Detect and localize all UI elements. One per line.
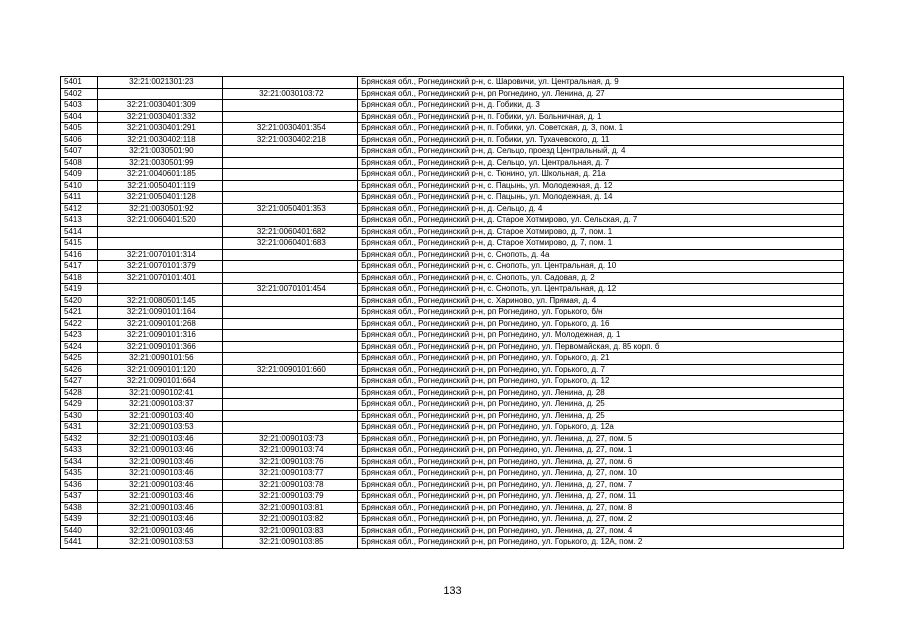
- address-cell: Брянская обл., Рогнединский р-н, с. Снопоть, ул. Центральная, д. 12: [358, 284, 844, 296]
- cadastral-number-cell-text: 32:21:0090103:40: [129, 410, 194, 420]
- table-row: [61, 111, 844, 123]
- cadastral-number-cell: [98, 77, 222, 89]
- table-row: [61, 387, 844, 399]
- premises-cadastral-number-cell: [222, 215, 358, 227]
- premises-cadastral-number-cell: [222, 525, 358, 537]
- premises-cadastral-number-cell-text: 32:21:0090103:79: [259, 491, 324, 501]
- table-row: [61, 134, 844, 146]
- address-cell: Брянская обл., Рогнединский р-н, рп Рогнедино, ул. Горького, д. 12а: [358, 422, 844, 434]
- row-number-cell: 5424: [61, 341, 98, 353]
- row-number-cell: 5423: [61, 330, 98, 342]
- table-row: [61, 238, 844, 250]
- table-row: [61, 353, 844, 365]
- premises-cadastral-number-cell: [222, 157, 358, 169]
- premises-cadastral-number-cell: [222, 468, 358, 480]
- address-cell: Брянская обл., Рогнединский р-н, рп Рогнедино, ул. Ленина, д. 25: [358, 410, 844, 422]
- table-row: [61, 272, 844, 284]
- table-row: [61, 502, 844, 514]
- address-cell: Брянская обл., Рогнединский р-н, п. Гобики, ул. Советская, д. 3, пом. 1: [358, 123, 844, 135]
- row-number-cell: 5438: [61, 502, 98, 514]
- row-number-cell: 5422: [61, 318, 98, 330]
- row-number-cell: 5409: [61, 169, 98, 181]
- cadastral-number-cell-text: 32:21:0030501:92: [129, 203, 194, 213]
- cadastral-number-cell: [98, 318, 222, 330]
- address-cell: Брянская обл., Рогнединский р-н, рп Рогнедино, ул. Ленина, д. 27, пом. 8: [358, 502, 844, 514]
- premises-cadastral-number-cell: [222, 169, 358, 181]
- cadastral-number-cell: [98, 422, 222, 434]
- table-row: [61, 180, 844, 192]
- premises-cadastral-number-cell: [222, 514, 358, 526]
- cadastral-number-cell-text: 32:21:0090103:46: [129, 433, 194, 443]
- table-row: [61, 456, 844, 468]
- table-row: [61, 376, 844, 388]
- row-number-cell: 5435: [61, 468, 98, 480]
- cadastral-number-cell-text: 32:21:0090101:120: [126, 364, 196, 374]
- premises-cadastral-number-cell: [222, 146, 358, 158]
- row-number-cell: 5429: [61, 399, 98, 411]
- cadastral-number-cell-text: 32:21:0070101:379: [126, 261, 196, 271]
- address-cell: Брянская обл., Рогнединский р-н, рп Рогнедино, ул. Ленина, д. 27, пом. 5: [358, 433, 844, 445]
- cadastral-number-cell-text: 32:21:0090103:46: [129, 456, 194, 466]
- cadastral-number-cell: [98, 353, 222, 365]
- table-row: [61, 77, 844, 89]
- cadastral-number-cell: [98, 272, 222, 284]
- cadastral-number-cell-text: 32:21:0090103:46: [129, 468, 194, 478]
- cadastral-number-cell: [98, 537, 222, 549]
- premises-cadastral-number-cell-text: 32:21:0090103:76: [259, 456, 324, 466]
- premises-cadastral-number-cell: [222, 353, 358, 365]
- cadastral-number-cell: [98, 502, 222, 514]
- premises-cadastral-number-cell: [222, 445, 358, 457]
- address-cell: Брянская обл., Рогнединский р-н, д. Старое Хотмирово, д. 7, пом. 1: [358, 226, 844, 238]
- row-number-cell: 5406: [61, 134, 98, 146]
- premises-cadastral-number-cell-text: 32:21:0060401:682: [256, 226, 326, 236]
- cadastral-number-cell: [98, 468, 222, 480]
- cadastral-number-cell-text: 32:21:0070101:401: [126, 272, 196, 282]
- address-cell: Брянская обл., Рогнединский р-н, рп Рогнедино, ул. Ленина, д. 27: [358, 88, 844, 100]
- table-row: [61, 364, 844, 376]
- cadastral-number-cell-text: 32:21:0030501:90: [129, 146, 194, 156]
- table-row: [61, 318, 844, 330]
- premises-cadastral-number-cell-text: 32:21:0090103:78: [259, 479, 324, 489]
- row-number-cell: 5414: [61, 226, 98, 238]
- premises-cadastral-number-cell-text: 32:21:0090103:74: [259, 445, 324, 455]
- cadastral-number-cell: [98, 180, 222, 192]
- premises-cadastral-number-cell: [222, 123, 358, 135]
- table-row: [61, 491, 844, 503]
- table-row: [61, 157, 844, 169]
- cadastral-number-cell: [98, 433, 222, 445]
- premises-cadastral-number-cell-text: 32:21:0030401:354: [256, 123, 326, 133]
- cadastral-number-cell: [98, 376, 222, 388]
- cadastral-number-cell-text: 32:21:0030401:309: [126, 100, 196, 110]
- premises-cadastral-number-cell-text: 32:21:0090103:81: [259, 502, 324, 512]
- cadastral-number-cell: [98, 491, 222, 503]
- table-row: [61, 192, 844, 204]
- cadastral-number-cell: [98, 295, 222, 307]
- row-number-cell: 5433: [61, 445, 98, 457]
- address-cell: Брянская обл., Рогнединский р-н, с. Снопоть, д. 4а: [358, 249, 844, 261]
- table-row: [61, 330, 844, 342]
- address-cell: Брянская обл., Рогнединский р-н, д. Сельцо, д. 4: [358, 203, 844, 215]
- table-row: [61, 422, 844, 434]
- cadastral-number-cell: [98, 410, 222, 422]
- premises-cadastral-number-cell-text: 32:21:0030402:218: [256, 134, 326, 144]
- table-row: [61, 284, 844, 296]
- cadastral-number-cell: [98, 100, 222, 112]
- address-cell: Брянская обл., Рогнединский р-н, рп Рогнедино, ул. Ленина, д. 27, пом. 1: [358, 445, 844, 457]
- premises-cadastral-number-cell-text: 32:21:0050401:353: [256, 203, 326, 213]
- premises-cadastral-number-cell-text: 32:21:0090103:85: [259, 537, 324, 547]
- row-number-cell: 5415: [61, 238, 98, 250]
- table-row: [61, 341, 844, 353]
- premises-cadastral-number-cell-text: 32:21:0090103:82: [259, 514, 324, 524]
- address-cell: Брянская обл., Рогнединский р-н, д. Старое Хотмирово, ул. Сельская, д. 7: [358, 215, 844, 227]
- premises-cadastral-number-cell: [222, 330, 358, 342]
- table-row: [61, 249, 844, 261]
- cadastral-number-cell: [98, 123, 222, 135]
- cadastral-number-cell: [98, 456, 222, 468]
- cadastral-number-cell: [98, 192, 222, 204]
- row-number-cell: 5428: [61, 387, 98, 399]
- address-cell: Брянская обл., Рогнединский р-н, д. Старое Хотмирово, д. 7, пом. 1: [358, 238, 844, 250]
- address-cell: Брянская обл., Рогнединский р-н, п. Гобики, ул. Больничная, д. 1: [358, 111, 844, 123]
- cadastral-number-cell-text: 32:21:0080501:145: [126, 295, 196, 305]
- address-cell: Брянская обл., Рогнединский р-н, рп Рогнедино, ул. Горького, д. 7: [358, 364, 844, 376]
- cadastral-number-cell-text: 32:21:0060401:520: [126, 215, 196, 225]
- cadastral-number-cell-text: 32:21:0090103:46: [129, 445, 194, 455]
- table-body: [61, 77, 844, 549]
- row-number-cell: 5419: [61, 284, 98, 296]
- premises-cadastral-number-cell: [222, 180, 358, 192]
- row-number-cell: 5421: [61, 307, 98, 319]
- address-cell: Брянская обл., Рогнединский р-н, рп Рогнедино, ул. Горького, д. 12А, пом. 2: [358, 537, 844, 549]
- row-number-cell: 5434: [61, 456, 98, 468]
- address-cell: Брянская обл., Рогнединский р-н, рп Рогнедино, ул. Первомайская, д. 85 корп. б: [358, 341, 844, 353]
- cadastral-number-cell: [98, 157, 222, 169]
- premises-cadastral-number-cell: [222, 307, 358, 319]
- property-registry-table: [60, 76, 844, 549]
- address-cell: Брянская обл., Рогнединский р-н, рп Рогнедино, ул. Горького, д. 16: [358, 318, 844, 330]
- table-row: [61, 468, 844, 480]
- cadastral-number-cell-text: 32:21:0070101:314: [126, 249, 196, 259]
- table-row: [61, 100, 844, 112]
- cadastral-number-cell-text: 32:21:0030401:332: [126, 111, 196, 121]
- cadastral-number-cell: [98, 169, 222, 181]
- cadastral-number-cell-text: 32:21:0090101:164: [126, 307, 196, 317]
- cadastral-number-cell-text: 32:21:0090103:46: [129, 479, 194, 489]
- address-cell: Брянская обл., Рогнединский р-н, с. Пацынь, ул. Молодежная, д. 12: [358, 180, 844, 192]
- row-number-cell: 5420: [61, 295, 98, 307]
- table-row: [61, 537, 844, 549]
- table-row: [61, 410, 844, 422]
- cadastral-number-cell-text: 32:21:0030402:118: [127, 134, 196, 144]
- address-cell: Брянская обл., Рогнединский р-н, рп Рогнедино, ул. Ленина, д. 27, пом. 4: [358, 525, 844, 537]
- premises-cadastral-number-cell: [222, 422, 358, 434]
- row-number-cell: 5407: [61, 146, 98, 158]
- cadastral-number-cell-text: 32:21:0021301:23: [129, 77, 194, 87]
- premises-cadastral-number-cell: [222, 100, 358, 112]
- page-number: 133: [443, 585, 462, 597]
- address-cell: Брянская обл., Рогнединский р-н, с. Шаровичи, ул. Центральная, д. 9: [358, 77, 844, 89]
- premises-cadastral-number-cell: [222, 249, 358, 261]
- premises-cadastral-number-cell-text: 32:21:0060401:683: [256, 238, 326, 248]
- cadastral-number-cell-text: 32:21:0090101:664: [126, 376, 196, 386]
- row-number-cell: 5412: [61, 203, 98, 215]
- cadastral-number-cell-text: 32:21:0090103:46: [129, 502, 194, 512]
- cadastral-number-cell: [98, 203, 222, 215]
- cadastral-number-cell: [98, 364, 222, 376]
- premises-cadastral-number-cell: [222, 192, 358, 204]
- address-cell: Брянская обл., Рогнединский р-н, д. Гобики, д. 3: [358, 100, 844, 112]
- cadastral-number-cell-text: 32:21:0030501:99: [129, 157, 194, 167]
- row-number-cell: 5436: [61, 479, 98, 491]
- table-row: [61, 261, 844, 273]
- premises-cadastral-number-cell: [222, 238, 358, 250]
- table-row: [61, 295, 844, 307]
- row-number-cell: 5416: [61, 249, 98, 261]
- row-number-cell: 5408: [61, 157, 98, 169]
- table-row: [61, 307, 844, 319]
- premises-cadastral-number-cell: [222, 88, 358, 100]
- premises-cadastral-number-cell: [222, 77, 358, 89]
- cadastral-number-cell-text: 32:21:0050401:119: [127, 180, 196, 190]
- premises-cadastral-number-cell: [222, 479, 358, 491]
- row-number-cell: 5432: [61, 433, 98, 445]
- address-cell: Брянская обл., Рогнединский р-н, рп Рогнедино, ул. Горького, б/н: [358, 307, 844, 319]
- cadastral-number-cell-text: 32:21:0090101:316: [126, 330, 196, 340]
- cadastral-number-cell: [98, 134, 222, 146]
- cadastral-number-cell-text: 32:21:0090103:53: [129, 537, 194, 547]
- premises-cadastral-number-cell: [222, 376, 358, 388]
- table-row: [61, 479, 844, 491]
- row-number-cell: 5401: [61, 77, 98, 89]
- cadastral-number-cell: [98, 284, 222, 296]
- cadastral-number-cell-text: 32:21:0090103:53: [129, 422, 194, 432]
- cadastral-number-cell: [98, 215, 222, 227]
- cadastral-number-cell: [98, 226, 222, 238]
- row-number-cell: 5402: [61, 88, 98, 100]
- address-cell: Брянская обл., Рогнединский р-н, рп Рогнедино, ул. Горького, д. 12: [358, 376, 844, 388]
- table-row: [61, 215, 844, 227]
- premises-cadastral-number-cell: [222, 456, 358, 468]
- row-number-cell: 5418: [61, 272, 98, 284]
- premises-cadastral-number-cell-text: 32:21:0030103:72: [259, 88, 324, 98]
- cadastral-number-cell-text: 32:21:0090103:46: [129, 525, 194, 535]
- cadastral-number-cell-text: 32:21:0050401:128: [126, 192, 196, 202]
- row-number-cell: 5431: [61, 422, 98, 434]
- premises-cadastral-number-cell-text: 32:21:0090103:77: [259, 468, 324, 478]
- premises-cadastral-number-cell: [222, 502, 358, 514]
- row-number-cell: 5404: [61, 111, 98, 123]
- row-number-cell: 5439: [61, 514, 98, 526]
- row-number-cell: 5426: [61, 364, 98, 376]
- table-row: [61, 146, 844, 158]
- row-number-cell: 5411: [61, 192, 98, 204]
- row-number-cell: 5413: [61, 215, 98, 227]
- cadastral-number-cell: [98, 238, 222, 250]
- cadastral-number-cell: [98, 111, 222, 123]
- premises-cadastral-number-cell: [222, 410, 358, 422]
- address-cell: Брянская обл., Рогнединский р-н, с. Пацынь, ул. Молодежная, д. 14: [358, 192, 844, 204]
- row-number-cell: 5403: [61, 100, 98, 112]
- table-row: [61, 433, 844, 445]
- row-number-cell: 5440: [61, 525, 98, 537]
- premises-cadastral-number-cell: [222, 364, 358, 376]
- premises-cadastral-number-cell: [222, 491, 358, 503]
- cadastral-number-cell-text: 32:21:0030401:291: [126, 123, 196, 133]
- premises-cadastral-number-cell: [222, 387, 358, 399]
- table-row: [61, 445, 844, 457]
- address-cell: Брянская обл., Рогнединский р-н, п. Гобики, ул. Тухачевского, д. 11: [358, 134, 844, 146]
- cadastral-number-cell: [98, 387, 222, 399]
- cadastral-number-cell: [98, 479, 222, 491]
- cadastral-number-cell: [98, 307, 222, 319]
- row-number-cell: 5410: [61, 180, 98, 192]
- address-cell: Брянская обл., Рогнединский р-н, с. Снопоть, ул. Садовая, д. 2: [358, 272, 844, 284]
- cadastral-number-cell-text: 32:21:0090101:56: [129, 353, 194, 363]
- premises-cadastral-number-cell: [222, 399, 358, 411]
- cadastral-number-cell: [98, 330, 222, 342]
- premises-cadastral-number-cell: [222, 272, 358, 284]
- cadastral-number-cell-text: 32:21:0090103:37: [129, 399, 194, 409]
- address-cell: Брянская обл., Рогнединский р-н, рп Рогнедино, ул. Ленина, д. 27, пом. 7: [358, 479, 844, 491]
- address-cell: Брянская обл., Рогнединский р-н, рп Рогнедино, ул. Ленина, д. 27, пом. 11: [358, 491, 844, 503]
- premises-cadastral-number-cell-text: 32:21:0090101:660: [256, 364, 326, 374]
- table-row: [61, 123, 844, 135]
- table-row: [61, 169, 844, 181]
- premises-cadastral-number-cell: [222, 226, 358, 238]
- cadastral-number-cell-text: 32:21:0090101:366: [126, 341, 196, 351]
- table-row: [61, 399, 844, 411]
- table-row: [61, 514, 844, 526]
- premises-cadastral-number-cell: [222, 295, 358, 307]
- premises-cadastral-number-cell: [222, 284, 358, 296]
- row-number-cell: 5425: [61, 353, 98, 365]
- premises-cadastral-number-cell-text: 32:21:0090103:73: [259, 433, 324, 443]
- address-cell: Брянская обл., Рогнединский р-н, рп Рогнедино, ул. Ленина, д. 27, пом. 6: [358, 456, 844, 468]
- table-row: [61, 226, 844, 238]
- address-cell: Брянская обл., Рогнединский р-н, д. Сельцо, проезд Центральный, д. 4: [358, 146, 844, 158]
- cadastral-number-cell-text: 32:21:0090102:41: [129, 387, 194, 397]
- cadastral-number-cell-text: 32:21:0040601:185: [126, 169, 196, 179]
- cadastral-number-cell: [98, 146, 222, 158]
- row-number-cell: 5405: [61, 123, 98, 135]
- cadastral-number-cell: [98, 514, 222, 526]
- address-cell: Брянская обл., Рогнединский р-н, д. Сельцо, ул. Центральная, д. 7: [358, 157, 844, 169]
- address-cell: Брянская обл., Рогнединский р-н, рп Рогнедино, ул. Молодежная, д. 1: [358, 330, 844, 342]
- cadastral-number-cell: [98, 525, 222, 537]
- table-row: [61, 525, 844, 537]
- table-row: [61, 203, 844, 215]
- premises-cadastral-number-cell: [222, 134, 358, 146]
- premises-cadastral-number-cell: [222, 341, 358, 353]
- address-cell: Брянская обл., Рогнединский р-н, с. Хариново, ул. Прямая, д. 4: [358, 295, 844, 307]
- row-number-cell: 5430: [61, 410, 98, 422]
- cadastral-number-cell: [98, 341, 222, 353]
- premises-cadastral-number-cell: [222, 203, 358, 215]
- cadastral-number-cell-text: 32:21:0090101:268: [126, 318, 196, 328]
- row-number-cell: 5437: [61, 491, 98, 503]
- row-number-cell: 5427: [61, 376, 98, 388]
- cadastral-number-cell: [98, 399, 222, 411]
- premises-cadastral-number-cell-text: 32:21:0070101:454: [256, 284, 326, 294]
- cadastral-number-cell: [98, 88, 222, 100]
- premises-cadastral-number-cell: [222, 433, 358, 445]
- cadastral-number-cell: [98, 249, 222, 261]
- cadastral-number-cell: [98, 261, 222, 273]
- address-cell: Брянская обл., Рогнединский р-н, рп Рогнедино, ул. Горького, д. 21: [358, 353, 844, 365]
- premises-cadastral-number-cell-text: 32:21:0090103:83: [259, 525, 324, 535]
- table-row: [61, 88, 844, 100]
- premises-cadastral-number-cell: [222, 261, 358, 273]
- address-cell: Брянская обл., Рогнединский р-н, с. Тюнино, ул. Школьная, д. 21а: [358, 169, 844, 181]
- address-cell: Брянская обл., Рогнединский р-н, рп Рогнедино, ул. Ленина, д. 27, пом. 2: [358, 514, 844, 526]
- address-cell: Брянская обл., Рогнединский р-н, рп Рогнедино, ул. Ленина, д. 28: [358, 387, 844, 399]
- address-cell: Брянская обл., Рогнединский р-н, с. Снопоть, ул. Центральная, д. 10: [358, 261, 844, 273]
- cadastral-number-cell-text: 32:21:0090103:46: [129, 491, 194, 501]
- row-number-cell: 5441: [61, 537, 98, 549]
- address-cell: Брянская обл., Рогнединский р-н, рп Рогнедино, ул. Ленина, д. 27, пом. 10: [358, 468, 844, 480]
- cadastral-number-cell-text: 32:21:0090103:46: [129, 514, 194, 524]
- row-number-cell: 5417: [61, 261, 98, 273]
- address-cell: Брянская обл., Рогнединский р-н, рп Рогнедино, ул. Ленина, д. 25: [358, 399, 844, 411]
- premises-cadastral-number-cell: [222, 537, 358, 549]
- cadastral-number-cell: [98, 445, 222, 457]
- premises-cadastral-number-cell: [222, 111, 358, 123]
- premises-cadastral-number-cell: [222, 318, 358, 330]
